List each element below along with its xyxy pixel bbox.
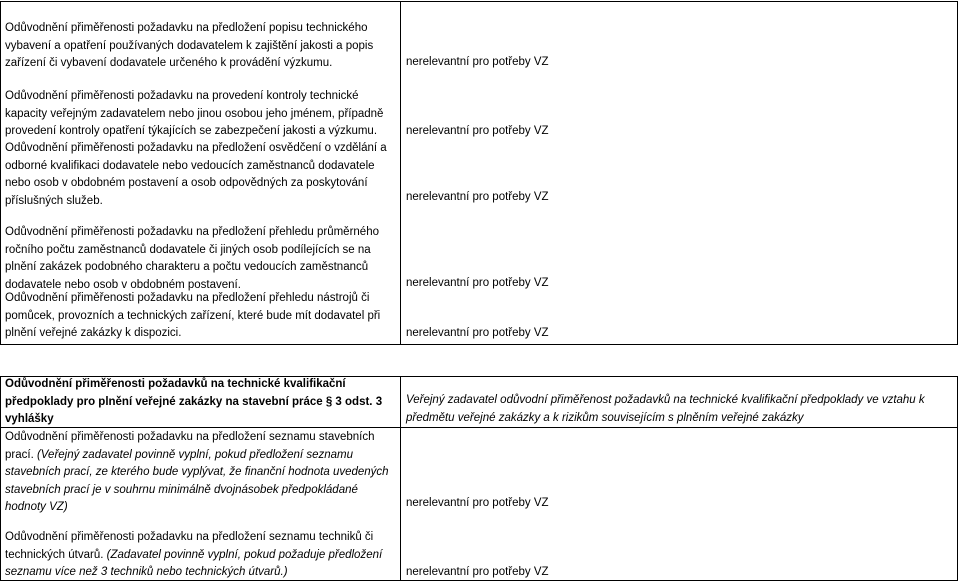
row-justification-text: Odůvodnění přiměřenosti požadavku na předložení přehledu průměrného ročního počtu zaměstnanců dodavatele či jiných osob podílejících se na plnění zakázek podobného charakteru a počtu vedoucích zaměstnanců dodavatele nebo osob v obdobném postavení. (5, 226, 379, 291)
table-construction-works (0, 376, 958, 581)
row-justification-text (5, 429, 397, 517)
row-justification-note: (Veřejný zadavatel povinně vyplní, pokud předložení seznamu stavebních prací, ze kterého bude vyplývat, že finanční hodnota uvedených stavebních prací je v souhrnu minimálně dvojnásobek předpokládané hodnoty VZ) (5, 448, 389, 513)
table-row (1, 292, 957, 346)
row-justification-text: Odůvodnění přiměřenosti požadavku na předložení přehledu nástrojů či pomůcek, provozních a technických zařízení, které bude mít dodavatel při plnění veřejné zakázky k dispozici. (5, 292, 381, 339)
row-justification-normal: Odůvodnění přiměřenosti požadavku na předložení seznamu stavebních prací. (5, 431, 375, 461)
table-technical-capacity (0, 1, 958, 345)
header-left-text: Odůvodnění přiměřenosti požadavků na technické kvalifikační předpoklady pro plnění veřejné zakázky na stavební práce § 3 odst. 3 vyhlášky (5, 378, 383, 425)
header-right-text: Veřejný zadavatel odůvodní přiměřenost požadavků na technické kvalifikační předpoklady ve vztahu k předmětu veřejné zakázky a k rizikům souvisejícím s plněním veřejné zakázky (406, 394, 925, 424)
row-justification-text: Odůvodnění přiměřenosti požadavku na předložení osvědčení o vzdělání a odborné kvalifikaci dodavatele nebo vedoucích zaměstnanců dodavatele nebo osob v obdobném postavení a osob odpovědných za poskytování příslušných služeb. (5, 142, 387, 207)
row-status-text: nerelevantní pro potřeby VZ (406, 566, 549, 578)
row-justification-text: Odůvodnění přiměřenosti požadavku na provedení kontroly technické kapacity veřejným zadavatelem nebo jinou osobou jeho jménem, případně provedení kontroly opatření týkajících se zabezpečení jakosti a výzkumu. (5, 90, 384, 137)
row-status-text: nerelevantní pro potřeby VZ (406, 125, 549, 137)
row-status-text: nerelevantní pro potřeby VZ (406, 56, 549, 68)
row-status-text: nerelevantní pro potřeby VZ (406, 277, 549, 289)
row-justification-note: (Zadavatel povinně vyplní, pokud požaduje předložení seznamu více než 3 techniků nebo technických útvarů.) (5, 548, 383, 578)
row-status-text: nerelevantní pro potřeby VZ (406, 327, 549, 339)
table-row (1, 139, 957, 209)
table-row (1, 2, 957, 72)
row-justification-normal: Odůvodnění přiměřenosti požadavku na předložení seznamu techniků či technických útvarů. (5, 531, 374, 561)
row-status-text: nerelevantní pro potřeby VZ (406, 497, 549, 509)
table-header-row (1, 377, 957, 427)
row-status-text: nerelevantní pro potřeby VZ (406, 191, 549, 203)
table-row (1, 527, 957, 582)
row-justification-text: Odůvodnění přiměřenosti požadavku na předložení popisu technického vybavení a opatření používaných dodavatelem k zajištění jakosti a popis zařízení či vybavení dodavatele určeného k provádění výzkumu. (5, 22, 374, 69)
table-row (1, 428, 957, 518)
table-row (1, 72, 957, 142)
table-row (1, 224, 957, 292)
row-justification-text (5, 529, 397, 582)
